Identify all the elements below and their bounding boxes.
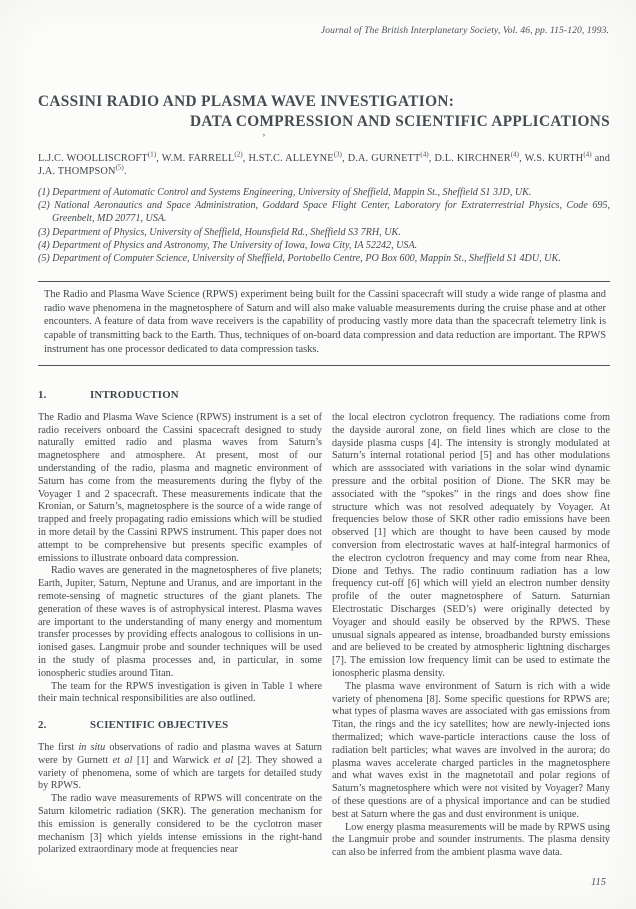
- author-affiliation-marker: (1): [147, 151, 157, 159]
- affiliation-item: (4) Department of Physics and Astronomy, The University of Iowa, Iowa City, IA 52242, USA.: [38, 239, 418, 251]
- author-affiliation-marker: (4): [510, 151, 520, 159]
- author-affiliation-marker: (4): [583, 151, 592, 159]
- affiliation-list: [38, 186, 610, 265]
- abstract-text: The Radio and Plasma Wave Science (RPWS) experiment being built for the Cassini spacecraft will study a wide range of plasma and radio wave phenomena in the magnetosphere of Saturn and will also make valuable measurements during the cruise phase and at other encounters. A feature of data from wave receivers is the capability of producing vastly more data than the spacecraft telemetry link is capable of transmitting back to the Earth. Thus, techniques of on-board data compression and data reduction are important. The RPWS instrument has one processor dedicated to data compression tasks.: [44, 289, 606, 355]
- affiliation-item: (1) Department of Automatic Control and Systems Engineering, University of Sheffield, Mappin St., Sheffield S1 3JD, UK.: [38, 187, 532, 198]
- body-paragraph: The radio wave measurements of RPWS will concentrate on the Saturn kilometric radiation (SKR). The generation mechanism for this emission is generally considered to be the cyclotron maser mechanism [3] which yields intense emissions in the right-hand polarized extraordinary mode at frequencies near: [38, 793, 322, 856]
- section-heading: [38, 389, 322, 402]
- author-name: W.M. FARRELL: [161, 153, 235, 164]
- author-affiliation-marker: (2): [234, 151, 243, 159]
- affiliation-item: (3) Department of Physics, University of Sheffield, Hounsfield Rd., Sheffield S3 7RH, UK.: [38, 226, 401, 238]
- author-affiliation-marker: (5): [115, 164, 124, 172]
- paper-title: [38, 92, 610, 131]
- paper-title-line2: DATA COMPRESSION AND SCIENTIFIC APPLICATIONS: [190, 112, 610, 130]
- page-number: 115: [591, 877, 606, 888]
- author-name: D.A. GURNETT: [347, 153, 421, 164]
- body-paragraph: The plasma wave environment of Saturn is rich with a wide variety of phenomena [8]. Some specific questions for RPWS are; what types of plasma waves are associated with gas emissions from Titan, the rings and the icy satellites; how are newly-injected ions thermalized; which wave-particle interactions cause the loss of radiation belt particles; what waves are involved in the aurora; do plasma waves accelerate charged particles in the magnetosphere and what waves exist in the magnetotail and polar regions of Saturn’s magnetosphere which were not visited by Voyager? Many of these questions are of a physical importance and can be studied best at Saturn where the gas and dust environment is unique.: [332, 680, 610, 820]
- section-title: SCIENTIFIC OBJECTIVES: [90, 719, 229, 732]
- affiliation-item: (2) National Aeronautics and Space Administration, Goddard Space Flight Center, Laboratory for Extraterrestrial Physics, Code 695, Greenbelt, MD 20771, USA.: [38, 200, 610, 225]
- author-line: L.J.C. WOOLLISCROFT$^{(1)}$, W.M. FARRELL$^{(2)}$, H.ST.C. ALLEYNE$^{(3)}$, D.A. GURNETT$^{(4)}$, D.L. KIRCHNER$^{(4)}$, W.S. KURTH$^{(4)}$ and J.A. THOMPSON$^{(5)}$.: [38, 151, 611, 178]
- column-right: [332, 389, 610, 860]
- body-paragraph: The first in situ observations of radio and plasma waves at Saturn were by Gurnett et al [1] and Warwick et al [2]. They showed a variety of phenomena, some of which are targets for detailed study by RPWS.: [38, 741, 323, 792]
- section-heading: [38, 719, 322, 732]
- body-paragraph: Radio waves are generated in the magnetospheres of five planets; Earth, Jupiter, Saturn, Neptune and Uranus, and are important in the remote-sensing of magnetic structures of the giant planets. The generation of these waves is of astrophysical interest. Plasma waves are important to the understanding of many energy and momentum transfer processes by providing effects analogous to collisions in un-ionised gases. Langmuir probe and sounder techniques will be used in the study of plasma processes and, in particular, in some ionospheric studies around Titan.: [38, 565, 322, 679]
- body-paragraph: the local electron cyclotron frequency. The radiations come from the dayside auroral zone, on field lines which are close to the dayside plasma cusps [4]. The intensity is strongly modulated at Saturn’s internal rotational period [5] and has other modulations which are asssociated with variations in the solar wind dynamic pressure and the orbital position of Dione. The SKR may be associated with the “spokes” in the rings and does show fine structure which was not resolved adequately by Voyager. At frequencies below those of SKR other radio emissions have been observed [1] which are thought to have been caused by mode conversion from electrostatic waves at half-integral harmonics of the electron cyclotron frequency and may come from near Rhea, Dione and Tethys. The radio continuum radiation has a low frequency cut-off [6] which will yield an electron number density profile of the outer magnetosphere of Saturn. Saturnian Electrostatic Discharges (SED’s) were originally detected by Voyager and should easily be observed by the RPWS. These unusual signals appeared as intense, broadbanded bursty emissions and are believed to be created by atmospheric lightning discharges [7]. The emission low frequency limit can be used to estimate the ionospheric plasma density.: [332, 412, 610, 679]
- body-paragraph: The team for the RPWS investigation is given in Table 1 where their main technical responsibilities are also outlined.: [38, 680, 322, 705]
- journal-header-line: Journal of The British Interplanetary Society, Vol. 46, pp. 115-120, 1993.: [320, 25, 609, 36]
- author-name: J.A. THOMPSON: [38, 166, 116, 178]
- body-paragraph: Low energy plasma measurements will be made by RPWS using the Langmuir probe and sounder instruments. The plasma density can also be inferred from the ambient plasma wave data.: [332, 821, 610, 859]
- author-name: W.S. KURTH: [524, 153, 584, 164]
- abstract-box: [38, 281, 610, 366]
- column-left: [38, 389, 322, 860]
- author-name: L.J.C. WOOLLISCROFT: [38, 153, 148, 164]
- section-number: 2.: [38, 719, 47, 732]
- author-affiliation-marker: (4): [420, 151, 429, 159]
- section-number: 1.: [38, 389, 47, 401]
- author-name: H.ST.C. ALLEYNE: [248, 153, 334, 164]
- paper-title-line1: CASSINI RADIO AND PLASMA WAVE INVESTIGATION:: [38, 93, 455, 110]
- section-title: INTRODUCTION: [90, 389, 179, 401]
- author-name: D.L. KIRCHNER: [434, 153, 511, 164]
- affiliation-item: (5) Department of Computer Science, University of Sheffield, Portobello Centre, PO Box 600, Mappin St., Sheffield S1 4DU, UK.: [38, 253, 561, 265]
- stray-mark: ’: [262, 132, 266, 144]
- two-column-body: [38, 389, 610, 860]
- author-affiliation-marker: (3): [333, 151, 343, 159]
- body-paragraph: The Radio and Plasma Wave Science (RPWS) instrument is a set of radio receivers onboard the Cassini spacecraft designed to study naturally emitted radio and plasma waves from Saturn’s magnetosphere and atmosphere. At present, most of our understanding of the radio, plasma and magnetic environment of Saturn has come from the measurements during the flyby of the Voyager 1 and 2 spacecraft. These measurements indicate that the Kronian, or Saturn’s, magnetosphere is the source of a wide range of trapped and freely propagating radio emissions which will be studied in more detail by the Cassini RPWS instrument. This paper does not attempt to be comprehensive but presents specific examples of emissions to illustrate onboard data compression.: [38, 411, 322, 564]
